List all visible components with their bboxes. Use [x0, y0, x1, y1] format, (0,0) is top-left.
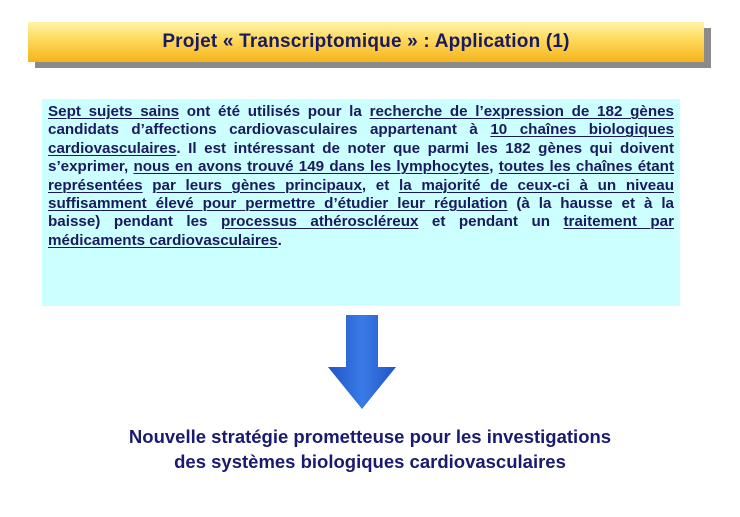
title-bar	[28, 22, 704, 62]
paragraph-text: candidats d’affections cardiovasculaires appartenant à	[48, 121, 491, 139]
underlined-phrase: 10 chaînes biologiques cardiovasculaires	[48, 121, 674, 157]
underlined-phrase: nous en avons trouvé 149 dans les lymphocytes	[133, 158, 490, 176]
paragraph-text	[143, 177, 153, 194]
underlined-phrase: Sept sujets sains	[48, 103, 180, 120]
underlined-phrase: la majorité de ceux-ci à un niveau suffisamment élevé pour permettre d’étudier leur régulation	[48, 176, 674, 213]
underlined-phrase: par leurs gènes principaux	[152, 176, 362, 194]
down-arrow-icon	[328, 315, 396, 409]
underlined-phrase: processus athéroscléreux	[220, 213, 419, 231]
underlined-phrase: recherche de l’expression de 182 gènes	[369, 103, 674, 120]
underlined-phrase: toutes les chaînes étant représentées	[48, 158, 674, 194]
description-paragraph	[48, 103, 674, 250]
paragraph-text: . Il est intéressant de noter que parmi les 182 gènes qui doivent s’exprimer,	[48, 139, 674, 176]
paragraph-text: , et	[361, 176, 399, 194]
slide-title: Projet « Transcriptomique » : Application (1)	[162, 31, 570, 52]
conclusion-text	[0, 424, 740, 474]
paragraph-text: (à la hausse et à la baisse) pendant les	[48, 195, 674, 231]
description-box	[42, 99, 680, 306]
paragraph-text: et pendant un	[418, 213, 564, 231]
paragraph-text: ,	[489, 158, 499, 176]
paragraph-text: .	[277, 231, 282, 249]
paragraph-text: ont été utilisés pour la	[179, 103, 370, 120]
conclusion-line-1: Nouvelle stratégie prometteuse pour les investigations	[128, 426, 612, 447]
underlined-phrase: traitement par médicaments cardiovasculaires	[48, 213, 675, 249]
conclusion-line-2: des systèmes biologiques cardiovasculaires	[174, 451, 566, 472]
